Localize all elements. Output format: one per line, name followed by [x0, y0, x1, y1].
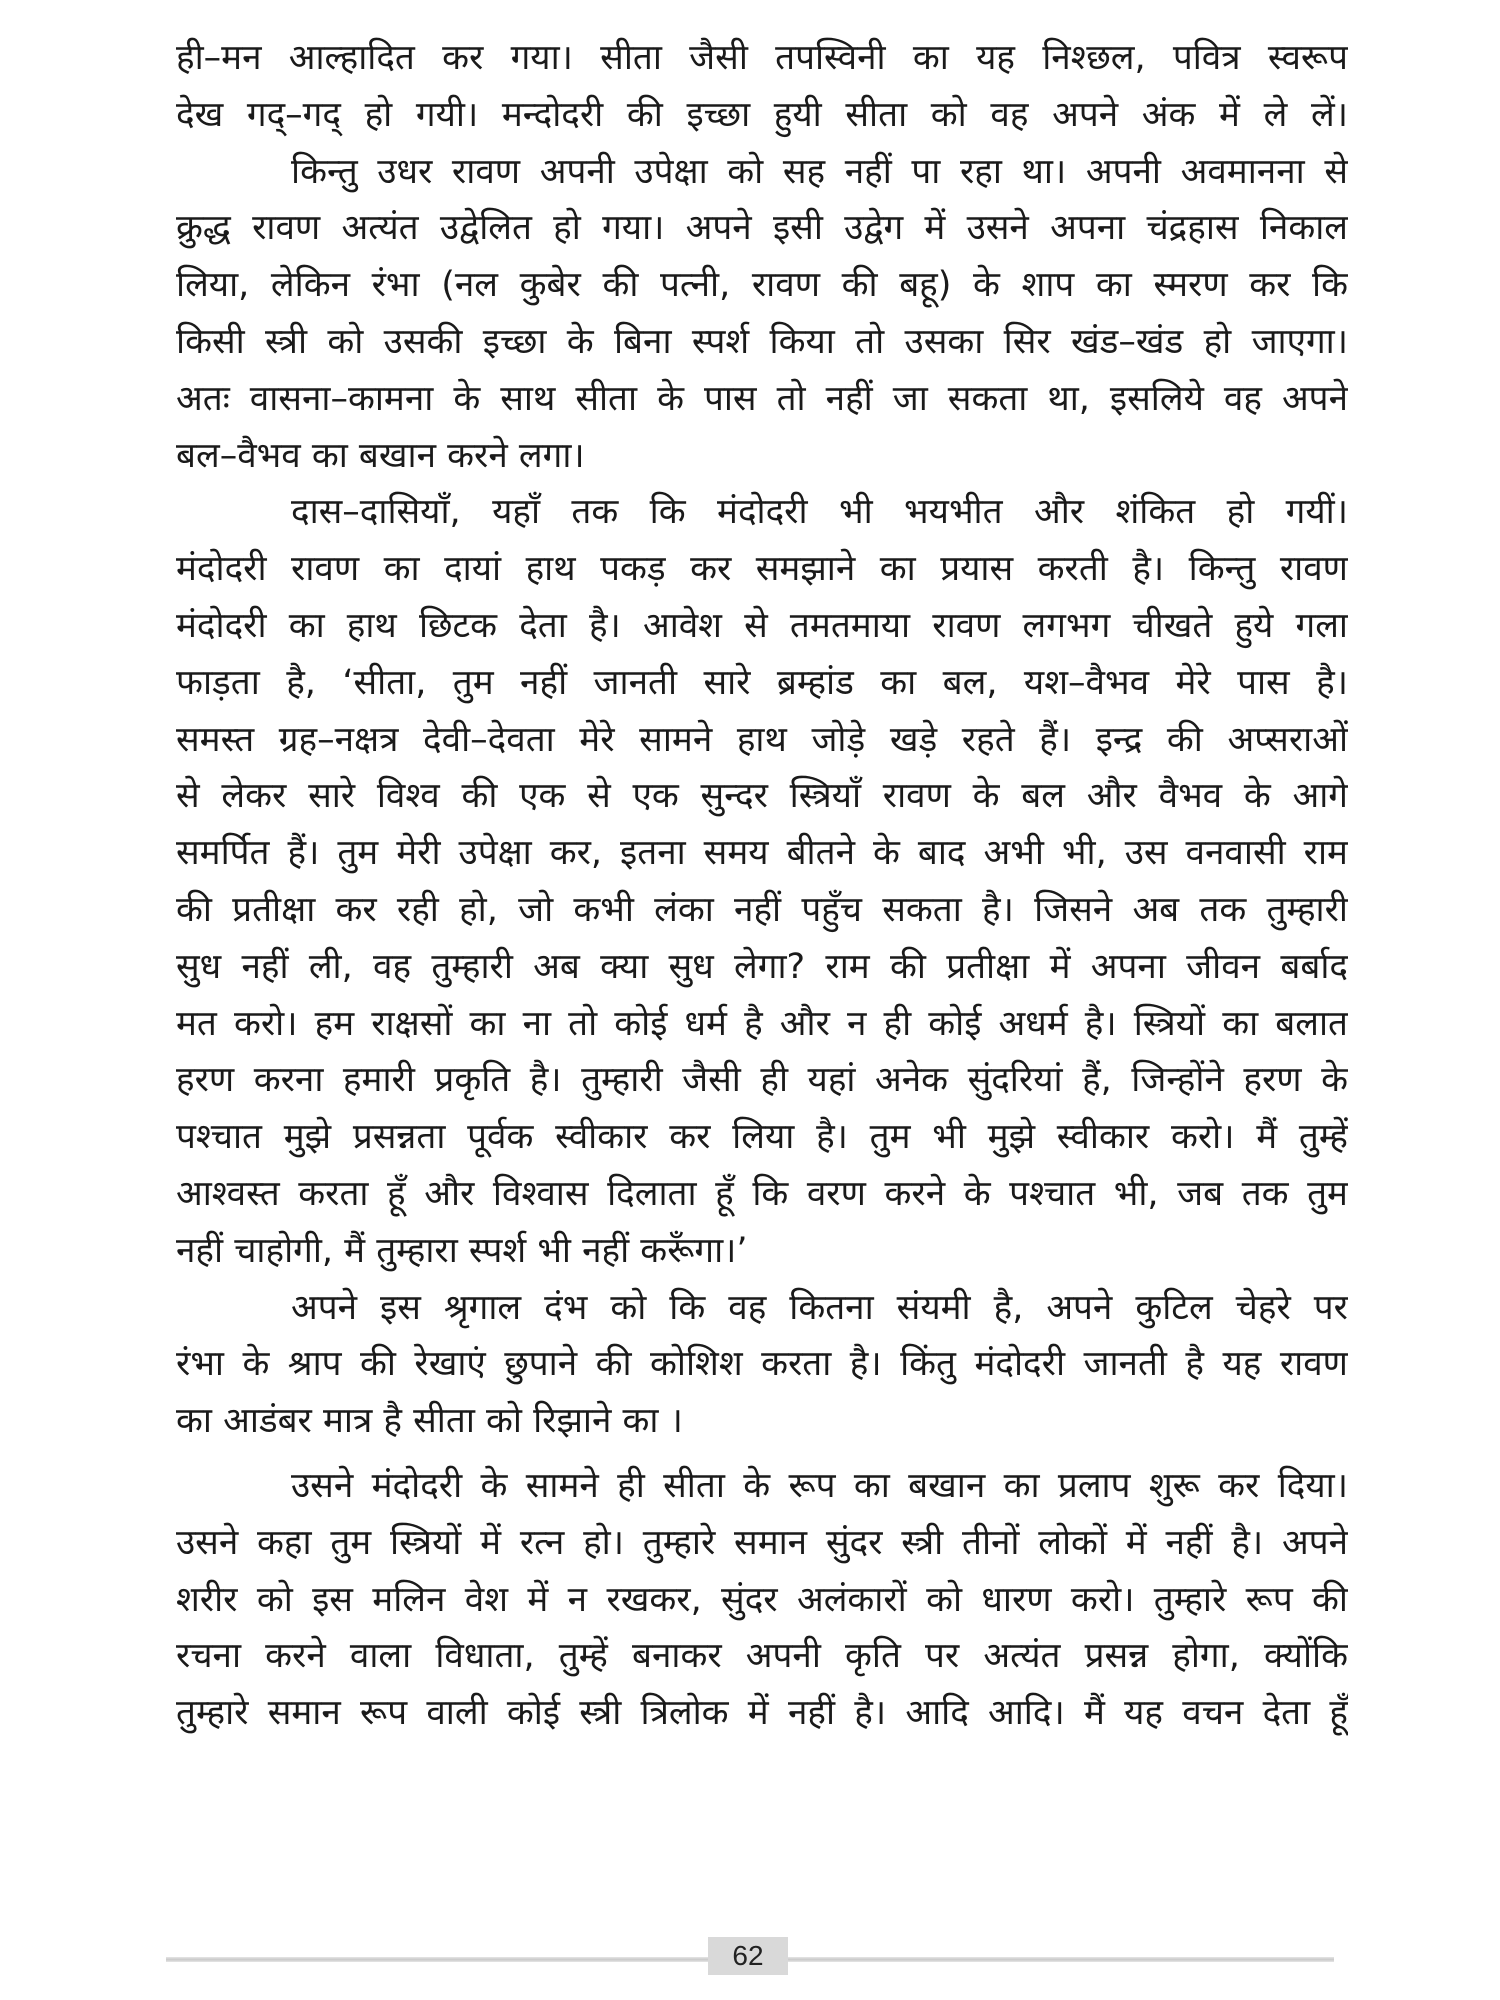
text-line: तुम्हारे समान रूप वाली कोई स्त्री त्रिलोक में नहीं है। आदि आदि। मैं यह वचन देता हूँ [176, 1693, 1348, 1734]
text-line: सुध नहीं ली, वह तुम्हारी अब क्या सुध लेगा? राम की प्रतीक्षा में अपना जीवन बर्बाद [176, 946, 1348, 987]
text-line: रंभा के श्राप की रेखाएं छुपाने की कोशिश करता है। किंतु मंदोदरी जानती है यह रावण [176, 1344, 1348, 1385]
text-line: किसी स्त्री को उसकी इच्छा के बिना स्पर्श किया तो उसका सिर खंड–खंड हो जाएगा। [176, 321, 1348, 362]
text-line: क्रुद्ध रावण अत्यंत उद्वेलित हो गया। अपने इसी उद्वेग में उसने अपना चंद्रहास निकाल [176, 208, 1348, 249]
text-line: देख गद्–गद् हो गयी। मन्दोदरी की इच्छा हुयी सीता को वह अपने अंक में ले लें। [176, 94, 1348, 135]
text-line: शरीर को इस मलिन वेश में न रखकर, सुंदर अलंकारों को धारण करो। तुम्हारे रूप की [176, 1579, 1348, 1620]
page-number: 62 [708, 1937, 788, 1975]
paragraph-spacer [176, 1450, 1348, 1458]
text-line: मंदोदरी रावण का दायां हाथ पकड़ कर समझाने का प्रयास करती है। किन्तु रावण [176, 549, 1348, 590]
text-line: समस्त ग्रह–नक्षत्र देवी–देवता मेरे सामने हाथ जोड़े खड़े रहते हैं। इन्द्र की अप्सराओं [176, 719, 1348, 760]
text-line: बल–वैभव का बखान करने लगा। [176, 435, 585, 476]
text-line: की प्रतीक्षा कर रही हो, जो कभी लंका नहीं पहुँच सकता है। जिसने अब तक तुम्हारी [176, 889, 1348, 930]
text-line: हरण करना हमारी प्रकृति है। तुम्हारी जैसी ही यहां अनेक सुंदरियां हैं, जिन्होंने हरण के [176, 1060, 1348, 1101]
text-line: का आडंबर मात्र है सीता को रिझाने का । [176, 1401, 683, 1442]
text-line: अतः वासना–कामना के साथ सीता के पास तो नहीं जा सकता था, इसलिये वह अपने [176, 378, 1348, 419]
text-line: पश्चात मुझे प्रसन्नता पूर्वक स्वीकार कर लिया है। तुम भी मुझे स्वीकार करो। मैं तुम्हें [176, 1117, 1348, 1158]
page-body [176, 30, 1348, 1742]
text-line: आश्वस्त करता हूँ और विश्वास दिलाता हूँ कि वरण करने के पश्चात भी, जब तक तुम [176, 1173, 1348, 1214]
text-line: रचना करने वाला विधाता, तुम्हें बनाकर अपनी कृति पर अत्यंत प्रसन्न होगा, क्योंकि [176, 1636, 1348, 1677]
text-line: नहीं चाहोगी, मैं तुम्हारा स्पर्श भी नहीं करूँगा।’ [176, 1230, 748, 1271]
paragraph [176, 484, 1348, 1279]
paragraph [176, 1458, 1348, 1742]
text-line: समर्पित हैं। तुम मेरी उपेक्षा कर, इतना समय बीतने के बाद अभी भी, उस वनवासी राम [176, 833, 1348, 874]
text-line: मंदोदरी का हाथ छिटक देता है। आवेश से तमतमाया रावण लगभग चीखते हुये गला [176, 605, 1348, 646]
text-line: किन्तु उधर रावण अपनी उपेक्षा को सह नहीं पा रहा था। अपनी अवमानना से [291, 151, 1348, 192]
page-footer [166, 1940, 1334, 1971]
paragraph [176, 144, 1348, 485]
text-line: मत करो। हम राक्षसों का ना तो कोई धर्म है और न ही कोई अधर्म है। स्त्रियों का बलात [176, 1003, 1348, 1044]
paragraph [176, 30, 1348, 144]
paragraph [176, 1280, 1348, 1450]
text-line: ही–मन आल्हादित कर गया। सीता जैसी तपस्विनी का यह निश्छल, पवित्र स्वरूप [176, 38, 1348, 78]
text-line: उसने मंदोदरी के सामने ही सीता के रूप का बखान का प्रलाप शुरू कर दिया। [291, 1465, 1348, 1506]
text-line: फाड़ता है, ‘सीता, तुम नहीं जानती सारे ब्रम्हांड का बल, यश–वैभव मेरे पास है। [176, 662, 1348, 703]
text-line: दास–दासियाँ, यहाँ तक कि मंदोदरी भी भयभीत और शंकित हो गयीं। [291, 492, 1348, 533]
text-line: उसने कहा तुम स्त्रियों में रत्न हो। तुम्हारे समान सुंदर स्त्री तीनों लोकों में नहीं है। अपने [176, 1522, 1348, 1563]
text-line: अपने इस श्रृगाल दंभ को कि वह कितना संयमी है, अपने कुटिल चेहरे पर [291, 1287, 1348, 1328]
text-line: से लेकर सारे विश्व की एक से एक सुन्दर स्त्रियाँ रावण के बल और वैभव के आगे [176, 776, 1348, 817]
text-line: लिया, लेकिन रंभा (नल कुबेर की पत्नी, रावण की बहू) के शाप का स्मरण कर कि [176, 265, 1348, 306]
